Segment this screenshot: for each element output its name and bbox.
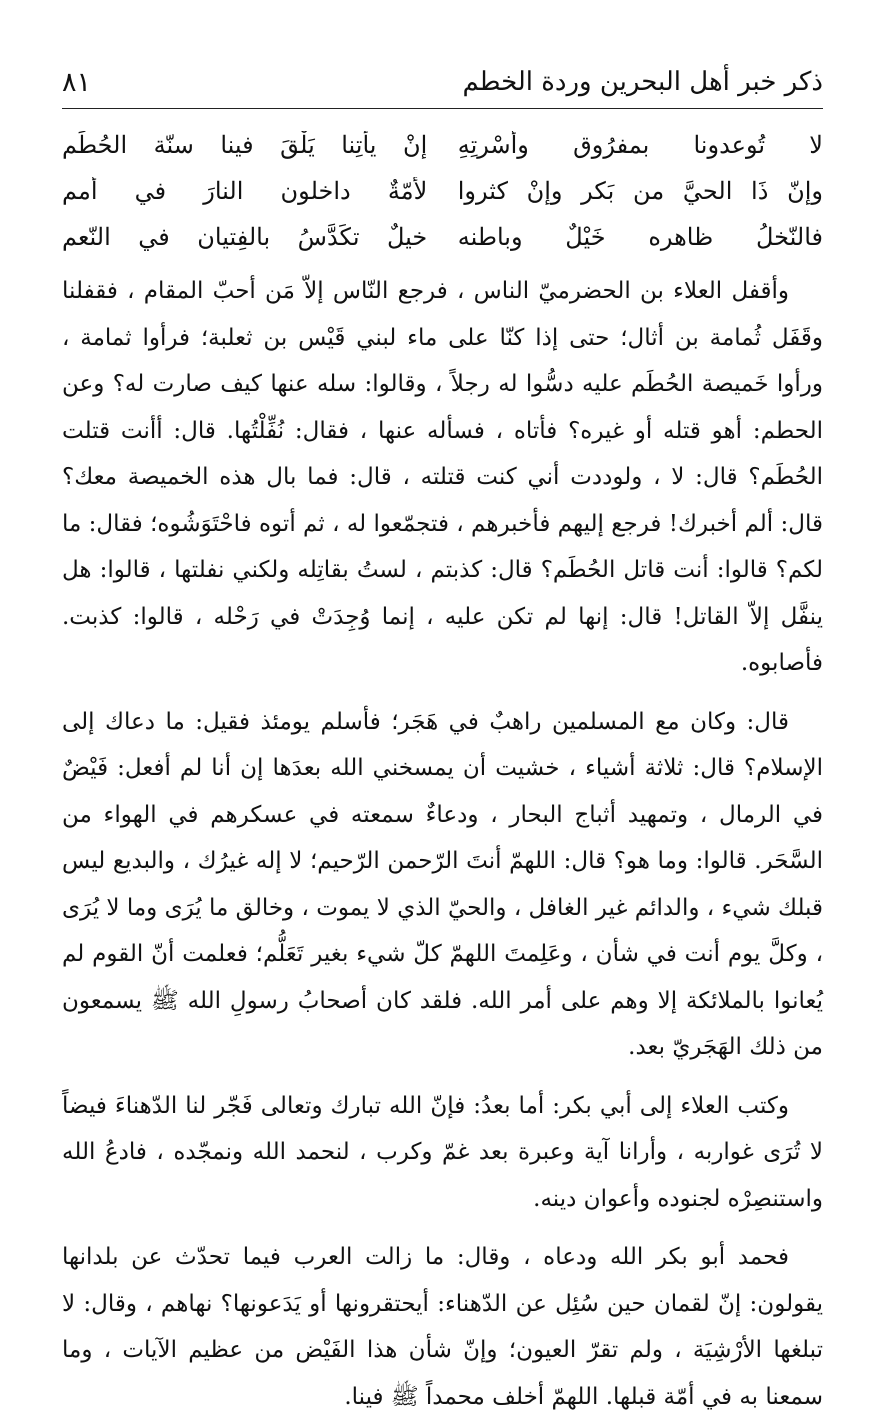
paragraph: وكتب العلاء إلى أبي بكر: أما بعدُ: فإنّ الله تبارك وتعالى فَجّر لنا الدّهناءَ فيضاً لا تُرَى غواربه ، وأرانا آية وعبرة بعد غمّ وكرب ، لنحمد الله ونمجّده ، فادعُ الله واستنصِرْه لجنوده وأعوان دينه. [62,1092,823,1212]
poem-line [62,122,823,168]
paragraph: قال: وكان مع المسلمين راهبٌ في هَجَر؛ فأسلم يومئذ فقيل: ما دعاك إلى الإسلام؟ قال: ثلاثة أشياء ، خشيت أن يمسخني الله بعدَها إن أنا لم أفعل: فَيْضٌ في الرمال ، وتمهيد أثباج البحار ، ودعاءٌ سمعته في عسكرهم في الهواء من السَّحَر. قالوا: وما هو؟ قال: اللهمّ أنتَ الرّحمن الرّحيم؛ لا إله غيرُك ، والبديع ليس قبلك شيء ، والدائم غير الغافل ، والحيّ الذي لا يموت ، وخالق ما يُرَى وما لا يُرَى ، وكلَّ يوم أنت في شأن ، وعَلِمتَ اللهمّ كلّ شيء بغير تَعَلُّم؛ فعلمت أنّ القوم لم يُعانوا بالملائكة إلا وهم على أمر الله. فلقد كان أصحابُ رسولِ الله ﷺ يسمعون من ذلك الهَجَريّ بعد. [62,708,823,1060]
poem-hemistich-right: وإنّ ذَا الحيَّ من بَكرٍ وإنْ كثروا [457,177,823,205]
poem-hemistich-right: فالنّخلُ ظاهره خَيْلٌ وباطنه [457,223,823,251]
running-title: ذكر خبر أهل البحرين وردة الخطم [462,67,823,97]
body-text [62,268,823,1420]
poem-hemistich-left: خيلٌ تكَدَّسُ بالفِتيان في النّعمِ [62,223,428,251]
poem-line [62,214,823,260]
poem-hemistich-left: لأُمّةٌ داخلون النارَ في أممِ [62,177,428,205]
running-header [62,62,823,102]
poem-line [62,168,823,214]
poem-hemistich-right: لا تُوعدونا بمفرُوق وأسْرتِهِ [457,131,823,159]
poem-hemistich-left: إنْ يأتِنا يَلْقَ فينا سنّة الحُطَمِ [62,131,428,159]
page-number: ٨١ [62,66,92,98]
header-rule [62,108,823,109]
paragraph: فحمد أبو بكر الله ودعاه ، وقال: ما زالت العرب فيما تحدّث عن بلدانها يقولون: إنّ لقمان حين سُئِل عن الدّهناء: أيحتقرونها أو يَدَعونها؟ نهاهم ، وقال: لا تبلغها الأرْشِيَة ، ولم تقرّ العيون؛ وإنّ شأن هذا الفَيْض من عظيم الآيات ، وما سمعنا به في أمّة قبلها. اللهمّ أخلف محمداً ﷺ فينا. [62,1244,823,1410]
poem [62,122,823,260]
paragraph: وأقفل العلاء بن الحضرميّ الناس ، فرجع النّاس إلاّ مَن أحبّ المقام ، فقفلنا وقَفَل ثُمامة بن أثال؛ حتى إذا كنّا على ماء لبني قَيْس بن ثعلبة؛ فرأوا ثمامة ، ورأوا خَميصة الحُطَم عليه دسُّوا له رجلاً ، وقالوا: سله عنها كيف صارت له؟ وعن الحطم: أهو قتله أو غيره؟ فأتاه ، فسأله عنها ، فقال: نُفِّلْتُها. قال: أأنت قتلت الحُطَم؟ قال: لا ، ولوددت أني كنت قتلته ، قال: فما بال هذه الخميصة معك؟ قال: ألم أخبرك! فرجع إليهم فأخبرهم ، فتجمّعوا له ، ثم أتوه فاحْتَوَشُوه؛ فقال: ما لكم؟ قالوا: أنت قاتل الحُطَم؟ قال: كذبتم ، لستُ بقاتِله ولكني نفلتها ، قالوا: هل ينفَّل إلاّ القاتل! قال: إنها لم تكن عليه ، إنما وُجِدَتْ في رَحْله ، قالوا: كذبت. فأصابوه. [62,278,823,676]
